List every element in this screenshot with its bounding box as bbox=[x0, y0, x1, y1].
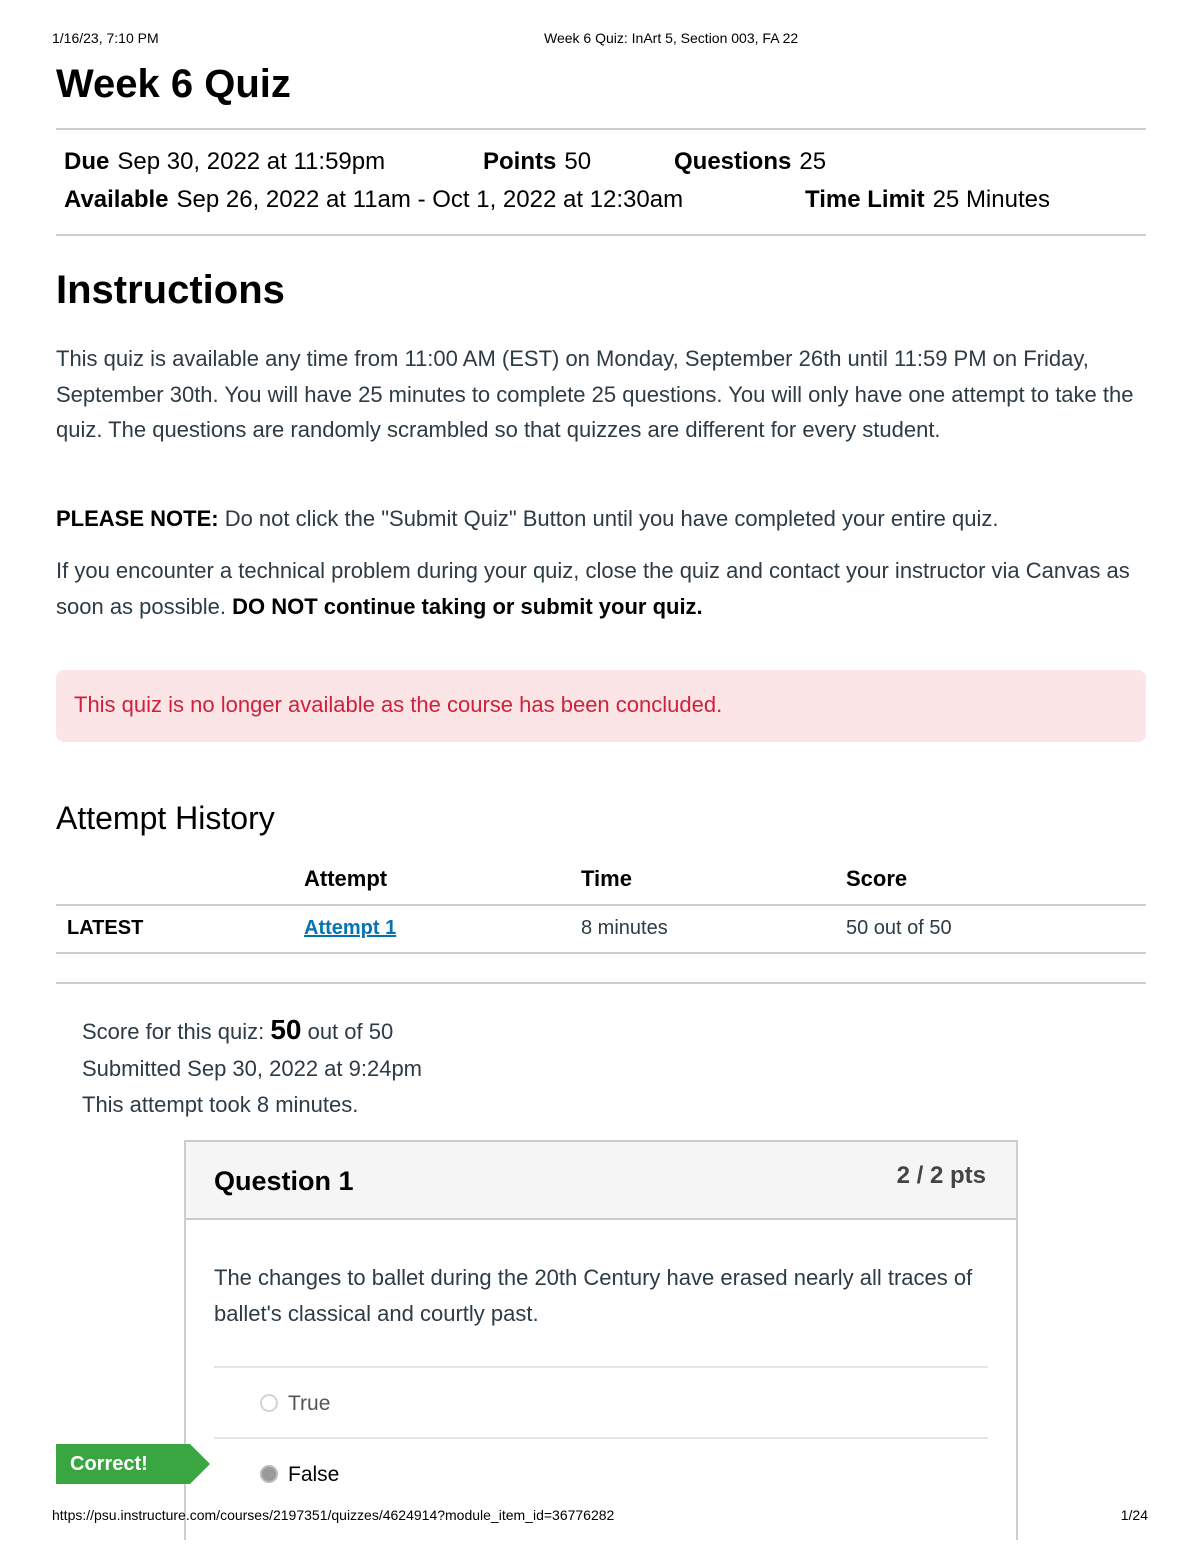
questions-count bbox=[674, 148, 826, 176]
table-header-divider bbox=[56, 904, 1146, 906]
latest-label: LATEST bbox=[67, 917, 144, 939]
instructions-heading: Instructions bbox=[56, 268, 285, 312]
answer-divider bbox=[214, 1366, 988, 1368]
time-limit bbox=[805, 186, 1050, 214]
column-header-time: Time bbox=[581, 866, 632, 891]
page-title: Week 6 Quiz bbox=[56, 62, 291, 106]
submitted-date: Submitted Sep 30, 2022 at 9:24pm bbox=[82, 1056, 423, 1081]
print-header bbox=[52, 30, 1148, 48]
page-number: 1/24 bbox=[1120, 1507, 1148, 1523]
attempt-duration: This attempt took 8 minutes. bbox=[82, 1092, 359, 1117]
question-points: 2 / 2 pts bbox=[896, 1162, 986, 1189]
answer-false bbox=[260, 1463, 339, 1487]
questions-label: Questions bbox=[674, 148, 792, 175]
time-limit-label: Time Limit bbox=[805, 186, 925, 213]
column-header-attempt: Attempt bbox=[304, 866, 388, 891]
divider bbox=[56, 128, 1146, 130]
available-dates bbox=[64, 186, 683, 214]
due-label: Due bbox=[64, 148, 110, 175]
please-note-text: Do not click the "Submit Quiz" Button until you have completed your entire quiz. bbox=[218, 506, 999, 531]
print-url: https://psu.instructure.com/courses/2197351/quizzes/4624914?module_item_id=36776282 bbox=[52, 1507, 615, 1523]
correct-answer-tag bbox=[56, 1444, 210, 1484]
correct-tag-label: Correct! bbox=[70, 1453, 148, 1475]
please-note bbox=[56, 501, 1136, 537]
questions-value: 25 bbox=[799, 148, 827, 175]
points-label: Points bbox=[483, 148, 557, 175]
section-divider bbox=[56, 982, 1146, 984]
instructions-paragraph: This quiz is available any time from 11:00 AM (EST) on Monday, September 26th until 11:59 PM on Friday, September 30th. You will have 25 minutes to complete 25 questions. You will only have one attempt to take the quiz. The questions are randomly scrambled so that quizzes are different for every student. bbox=[56, 346, 1134, 442]
time-limit-value: 25 Minutes bbox=[932, 186, 1050, 213]
attempt-score: 50 out of 50 bbox=[846, 917, 952, 939]
score-value: 50 bbox=[270, 1014, 302, 1045]
question-header bbox=[186, 1142, 1016, 1220]
due-date bbox=[64, 148, 385, 176]
score-suffix: out of 50 bbox=[301, 1019, 394, 1044]
question-1 bbox=[184, 1140, 1018, 1540]
points-value: 50 bbox=[564, 148, 592, 175]
attempt-time: 8 minutes bbox=[581, 917, 668, 939]
score-label: Score for this quiz: bbox=[82, 1019, 271, 1044]
radio-selected-icon bbox=[260, 1465, 278, 1483]
available-label: Available bbox=[64, 186, 169, 213]
radio-unselected-icon bbox=[260, 1394, 278, 1412]
print-footer bbox=[52, 1507, 1148, 1525]
column-header-score: Score bbox=[846, 866, 908, 891]
table-row-divider bbox=[56, 952, 1146, 954]
technical-problem-warning: DO NOT continue taking or submit your quiz. bbox=[232, 593, 703, 619]
print-doc-title: Week 6 Quiz: InArt 5, Section 003, FA 22 bbox=[544, 30, 799, 46]
question-text: The changes to ballet during the 20th Century have erased nearly all traces of ballet's classical and courtly past. bbox=[214, 1265, 973, 1326]
attempt-history-heading: Attempt History bbox=[56, 800, 275, 836]
answer-true bbox=[260, 1392, 330, 1416]
course-concluded-alert bbox=[56, 670, 1146, 742]
answer-label: False bbox=[288, 1463, 340, 1486]
divider bbox=[56, 234, 1146, 236]
available-value: Sep 26, 2022 at 11am - Oct 1, 2022 at 12:30am bbox=[176, 186, 684, 213]
quiz-score bbox=[82, 1014, 393, 1046]
answer-label: True bbox=[288, 1392, 331, 1415]
technical-problem-text: If you encounter a technical problem during your quiz, close the quiz and contact your instructor via Canvas as soon as possible. bbox=[56, 558, 1130, 619]
due-value: Sep 30, 2022 at 11:59pm bbox=[117, 148, 386, 175]
attempt-1-link[interactable]: Attempt 1 bbox=[304, 917, 397, 939]
answer-divider bbox=[214, 1437, 988, 1439]
technical-problem-note bbox=[56, 553, 1136, 624]
alert-message: This quiz is no longer available as the course has been concluded. bbox=[74, 692, 723, 717]
please-note-label: PLEASE NOTE: bbox=[56, 506, 219, 531]
question-name: Question 1 bbox=[214, 1166, 354, 1196]
print-date: 1/16/23, 7:10 PM bbox=[52, 30, 159, 46]
points bbox=[483, 148, 591, 176]
